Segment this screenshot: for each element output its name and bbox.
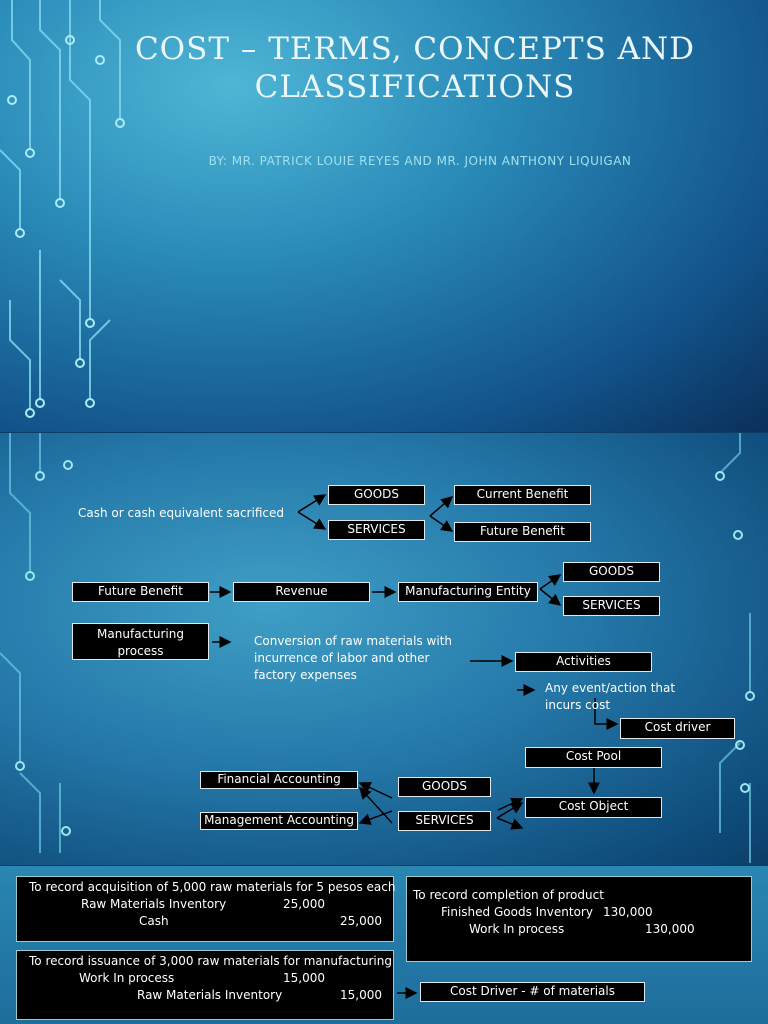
issuance-arrow	[0, 866, 768, 1024]
future-benefit-box-2: Future Benefit	[72, 582, 209, 602]
completion-credit-account: Work In process	[469, 922, 565, 936]
issuance-entry-title: To record issuance of 3,000 raw materials for manufacturing	[29, 954, 392, 968]
completion-debit-amount: 130,000	[603, 905, 653, 919]
acquisition-credit-account: Cash	[139, 914, 169, 928]
issuance-debit-amount: 15,000	[283, 971, 325, 985]
issuance-debit-account: Work In process	[79, 971, 175, 985]
conversion-text: Conversion of raw materials with incurrence of labor and other factory expenses	[254, 634, 452, 682]
presentation-authors: BY: MR. PATRICK LOUIE REYES AND MR. JOHN ANTHONY LIQUIGAN	[208, 154, 632, 168]
acquisition-credit-amount: 25,000	[340, 914, 382, 928]
manufacturing-process-box: Manufacturing process	[72, 623, 209, 660]
acquisition-debit-amount: 25,000	[283, 897, 325, 911]
services-box-3: SERVICES	[398, 811, 491, 831]
goods-box-1: GOODS	[328, 485, 425, 505]
title-slide	[0, 0, 768, 432]
manufacturing-entity-box: Manufacturing Entity	[398, 582, 538, 602]
revenue-box: Revenue	[233, 582, 370, 602]
presentation-title: COST – TERMS, CONCEPTS AND CLASSIFICATIONS	[134, 31, 696, 105]
journal-entries-slide	[0, 866, 768, 1024]
completion-credit-amount: 130,000	[645, 922, 695, 936]
goods-box-2: GOODS	[563, 562, 660, 582]
services-box-2: SERVICES	[563, 596, 660, 616]
cost-object-box: Cost Object	[525, 797, 662, 818]
services-box-1: SERVICES	[328, 520, 425, 540]
issuance-credit-account: Raw Materials Inventory	[137, 988, 283, 1002]
acquisition-entry-title: To record acquisition of 5,000 raw materials for 5 pesos each	[29, 880, 396, 894]
event-description-text: Any event/action that incurs cost	[545, 681, 676, 712]
cost-driver-box: Cost driver	[620, 718, 735, 739]
acquisition-debit-account: Raw Materials Inventory	[81, 897, 227, 911]
current-benefit-box: Current Benefit	[454, 485, 591, 505]
cash-sacrificed-text: Cash or cash equivalent sacrificed	[78, 506, 284, 520]
future-benefit-box-1: Future Benefit	[454, 522, 591, 542]
completion-debit-account: Finished Goods Inventory	[441, 905, 593, 919]
goods-box-3: GOODS	[398, 777, 491, 797]
meaning-of-cost-slide	[0, 433, 768, 865]
management-accounting-box: Management Accounting	[200, 812, 358, 830]
financial-accounting-box: Financial Accounting	[200, 771, 358, 789]
issuance-credit-amount: 15,000	[340, 988, 382, 1002]
cost-pool-box: Cost Pool	[525, 747, 662, 768]
activities-box: Activities	[515, 652, 652, 672]
cost-driver-materials-box: Cost Driver - # of materials	[420, 982, 645, 1002]
completion-entry-title: To record completion of product	[413, 888, 604, 902]
